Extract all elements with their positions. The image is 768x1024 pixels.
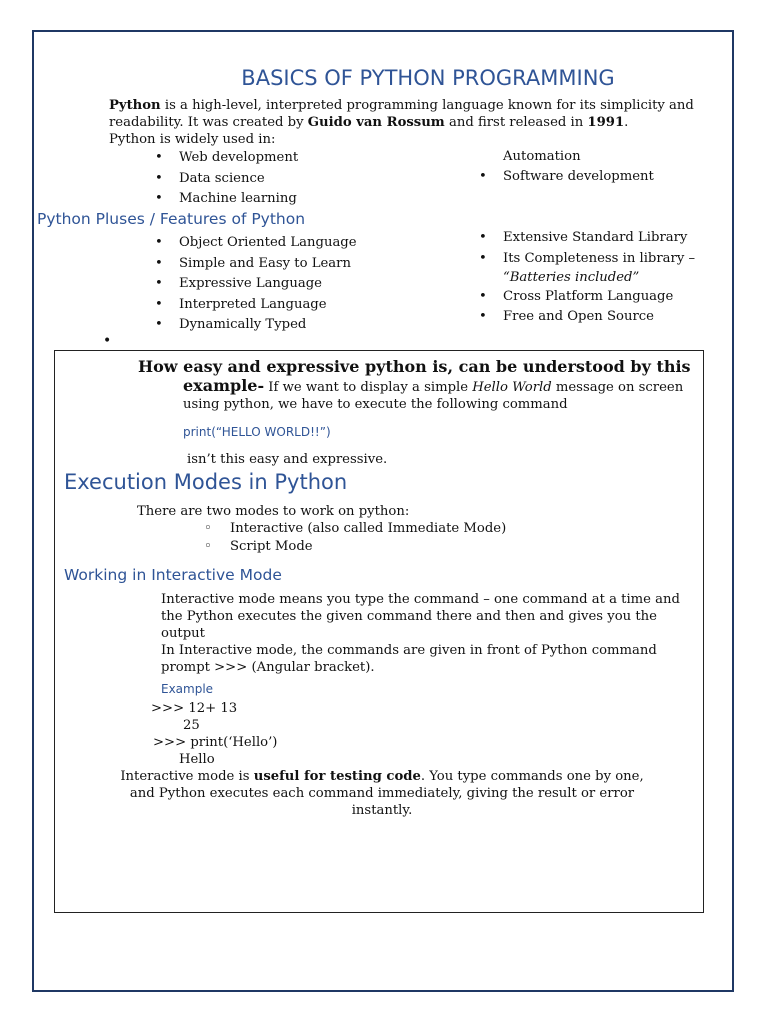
example-heading: How easy and expressive python is, can be understood by this xyxy=(138,357,691,376)
summary-line1 xyxy=(82,768,682,785)
modes-list xyxy=(204,520,604,556)
code-sample: print(“HELLO WORLD!!”) xyxy=(183,425,331,439)
text-line: Interactive mode means you type the command – one command at a time and xyxy=(161,592,680,607)
list-item: • Data science xyxy=(155,169,435,190)
batteries-included: “Batteries included” xyxy=(503,269,640,285)
creator-name: Guido van Rossum xyxy=(307,115,445,130)
list-item: • Cross Platform Language xyxy=(479,287,719,308)
list-item: • Software development xyxy=(479,167,719,188)
features-list-left xyxy=(155,233,445,336)
intro-paragraph xyxy=(109,97,699,148)
command-1: >>> 12+ 13 xyxy=(151,701,238,716)
execution-intro: There are two modes to work on python: xyxy=(137,504,410,519)
text-line: prompt >>> (Angular bracket). xyxy=(161,660,375,675)
example-text3: using python, we have to execute the following command xyxy=(183,397,568,412)
intro-mid: and first released in xyxy=(444,115,588,130)
list-item: • Object Oriented Language xyxy=(155,233,445,254)
example-paragraph xyxy=(183,377,693,413)
features-list-right xyxy=(479,228,719,328)
example-word: example- xyxy=(183,376,265,395)
list-item: • Dynamically Typed xyxy=(155,315,445,336)
summary-line3: instantly. xyxy=(351,803,413,818)
list-item: • Web development xyxy=(155,148,435,169)
list-item: • Expressive Language xyxy=(155,274,445,295)
summary-bold: useful for testing code xyxy=(253,769,421,784)
text-line: output xyxy=(161,626,205,641)
summary-post: . You type commands one by one, xyxy=(420,769,644,784)
summary-paragraph xyxy=(82,768,682,819)
example-text2: message on screen xyxy=(551,380,684,395)
uses-right-plain: Automation xyxy=(503,149,581,164)
intro-end: . xyxy=(624,115,629,130)
command-2: >>> print(‘Hello’) xyxy=(153,735,278,750)
list-item: • Interpreted Language xyxy=(155,295,445,316)
execution-heading: Execution Modes in Python xyxy=(64,470,348,494)
interactive-heading: Working in Interactive Mode xyxy=(64,566,282,584)
list-item: • Simple and Easy to Learn xyxy=(155,254,445,275)
example-label: Example xyxy=(161,682,214,696)
list-item-line1: Its Completeness in library – xyxy=(503,250,696,266)
empty-bullet: • xyxy=(103,333,112,349)
release-year: 1991 xyxy=(587,115,625,130)
list-item: ◦ Script Mode xyxy=(204,538,604,556)
intro-text: is a high-level, interpreted programming language known for its simplicity and readability. It was created by xyxy=(109,98,694,130)
list-item xyxy=(479,249,719,287)
features-heading: Python Pluses / Features of Python xyxy=(37,210,306,228)
example-text1: If we want to display a simple xyxy=(264,380,473,395)
interactive-paragraph xyxy=(161,591,691,676)
text-line: the Python executes the given command there and then and gives you the xyxy=(161,609,657,624)
summary-pre: Interactive mode is xyxy=(120,769,254,784)
used-in-line: Python is widely used in: xyxy=(109,132,276,147)
example-remark: isn’t this easy and expressive. xyxy=(187,452,388,467)
output-2: Hello xyxy=(179,752,215,767)
python-bold: Python xyxy=(109,98,161,113)
uses-list-right xyxy=(479,167,719,188)
hello-world: Hello World xyxy=(472,380,552,395)
uses-list-left xyxy=(155,148,435,210)
list-item: • Machine learning xyxy=(155,189,435,210)
list-item: ◦ Interactive (also called Immediate Mode) xyxy=(204,520,604,538)
summary-line2: and Python executes each command immediately, giving the result or error xyxy=(129,786,635,801)
output-1: 25 xyxy=(183,718,200,733)
text-line: In Interactive mode, the commands are given in front of Python command xyxy=(161,643,657,658)
page-title: BASICS OF PYTHON PROGRAMMING xyxy=(241,66,615,90)
list-item: • Extensive Standard Library xyxy=(479,228,719,249)
list-item: • Free and Open Source xyxy=(479,307,719,328)
